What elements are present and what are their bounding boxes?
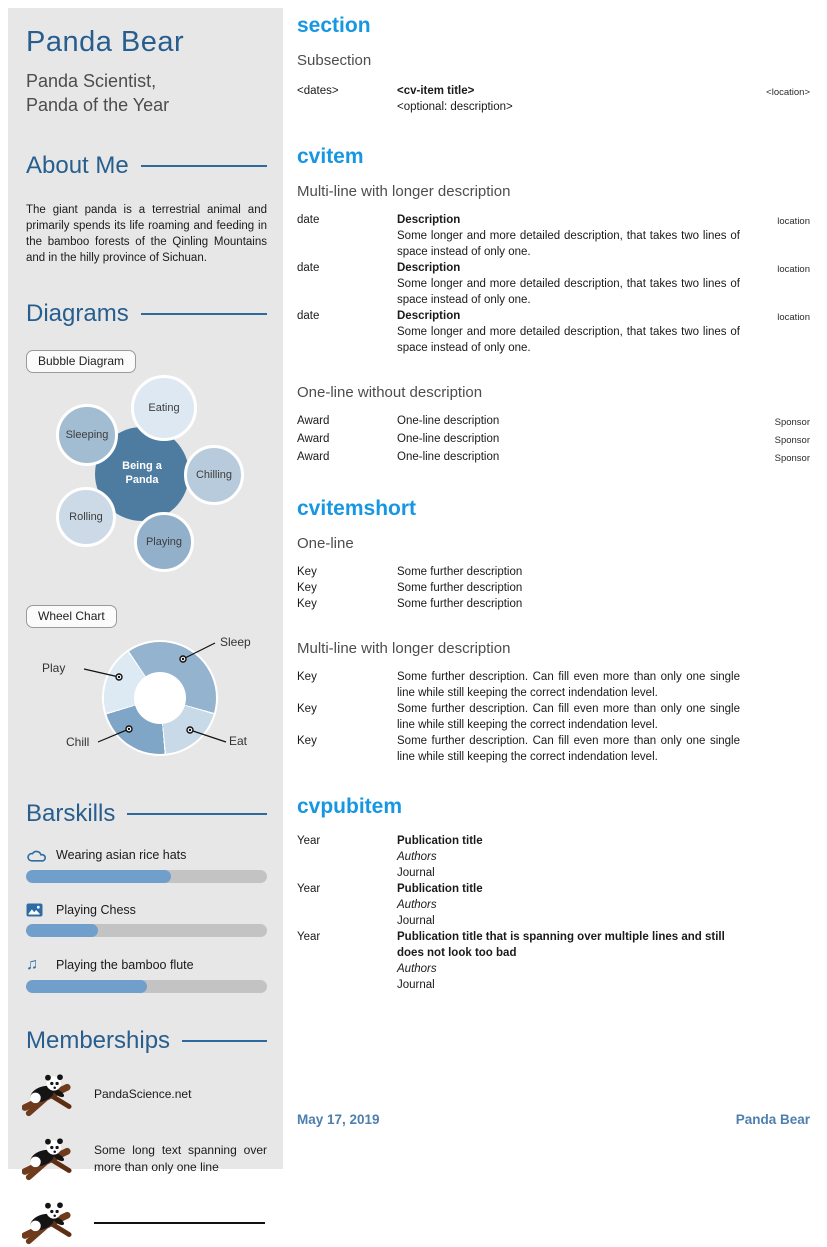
section-heading: section [297, 14, 371, 37]
heading-rule [127, 813, 267, 815]
key-description: Some further description. Can fill even more than only one single line while still keeping the correct indendation level. [397, 671, 740, 699]
wheel-label-chill: Chill [66, 734, 90, 749]
skill-bar-fill [26, 980, 147, 993]
key-row [297, 580, 810, 596]
cloud-icon [26, 848, 50, 863]
heading-rule [141, 313, 267, 315]
membership-text: Some long text spanning over more than only one line [94, 1142, 267, 1174]
image-icon [26, 903, 50, 917]
publication-row [297, 833, 810, 881]
key-row [297, 564, 810, 580]
footer-name: Panda Bear [735, 1112, 810, 1127]
key-label: Key [297, 735, 317, 747]
membership-item [22, 1135, 267, 1183]
page-title: Panda Bear [26, 26, 185, 58]
publication-row [297, 881, 810, 929]
cv-item-title: Description [397, 262, 461, 274]
cv-item-description: Some longer and more detailed description, that takes two lines of space instead of only one. [397, 278, 740, 306]
membership-text[interactable]: PandaScience.net [94, 1087, 192, 1102]
subsection-heading: Subsection [297, 52, 372, 69]
barskills-heading: Barskills [26, 800, 271, 828]
award-key: Award [297, 415, 330, 427]
bubble-diagram [20, 375, 271, 583]
main-content [297, 14, 810, 993]
skill-row [26, 957, 267, 993]
membership-placeholder-rule [94, 1222, 265, 1224]
publication-title: Publication title [397, 883, 483, 895]
bubble-diagram-badge: Bubble Diagram [26, 350, 136, 373]
key-description: Some further description [397, 582, 523, 594]
key-description: Some further description. Can fill even more than only one single line while still keeping the correct indendation level. [397, 703, 740, 731]
wheel-label-sleep: Sleep [220, 634, 251, 649]
sidebar [8, 8, 283, 1174]
cv-item-row [297, 212, 810, 260]
skill-label: Playing the bamboo flute [56, 957, 194, 972]
cv-item-dates: date [297, 262, 320, 274]
cv-item-title: <cv-item title> [397, 85, 475, 97]
cv-item-title: Description [397, 214, 461, 226]
skill-label: Playing Chess [56, 902, 136, 917]
publication-authors: Authors [397, 899, 437, 911]
music-icon: ♫ [26, 955, 38, 973]
key-row [297, 669, 810, 701]
cv-item-dates: date [297, 310, 320, 322]
heading-rule [141, 165, 267, 167]
key-row [297, 733, 810, 765]
panda-branch-icon [22, 1072, 72, 1118]
cv-item-location: location [777, 216, 810, 227]
publication-year: Year [297, 931, 321, 943]
about-text: The giant panda is a terrestrial animal and primarily spends its life roaming and feeding in the bamboo forests of the Qinling Mountains and in the hilly province of Sichuan. [26, 203, 267, 264]
wheel-chart [20, 634, 271, 766]
key-description: Some further description [397, 566, 523, 578]
section-heading: cvitem [297, 145, 364, 168]
subsection-heading: One-line without description [297, 384, 483, 401]
subsection-heading: Multi-line with longer description [297, 640, 511, 657]
publication-authors: Authors [397, 963, 437, 975]
key-label: Key [297, 582, 317, 594]
key-label: Key [297, 703, 317, 715]
tagline-line-2: Panda of the Year [26, 95, 170, 116]
tagline [26, 69, 271, 118]
publication-row [297, 929, 810, 993]
diagrams-heading: Diagrams [26, 300, 271, 328]
publication-authors: Authors [397, 851, 437, 863]
wheel-chart-badge: Wheel Chart [26, 605, 117, 628]
publication-title: Publication title that is spanning over multiple lines and still does not look too bad [397, 931, 725, 959]
skill-row [26, 903, 267, 937]
bubble-center: Being a Panda [95, 427, 189, 521]
wheel-label-play: Play [42, 660, 66, 675]
skill-bar-track [26, 870, 267, 883]
subsection-heading: Multi-line with longer description [297, 183, 511, 200]
bubble-chilling: Chilling [184, 445, 244, 505]
award-description: One-line description [397, 433, 500, 445]
section-heading: cvitemshort [297, 497, 417, 520]
skill-bar-fill [26, 870, 171, 883]
cv-item-location: <location> [766, 87, 810, 98]
membership-item [22, 1199, 267, 1247]
key-row [297, 596, 810, 612]
bubble-playing: Playing [134, 512, 194, 572]
publication-journal: Journal [397, 867, 435, 879]
panda-branch-icon [22, 1136, 72, 1182]
cv-item-row [297, 83, 810, 115]
award-row [297, 413, 810, 431]
skill-bar-track [26, 924, 267, 937]
cv-item-dates: <dates> [297, 85, 339, 97]
award-key: Award [297, 433, 330, 445]
award-sponsor: Sponsor [774, 435, 810, 446]
award-description: One-line description [397, 415, 500, 427]
key-description: Some further description. Can fill even more than only one single line while still keeping the correct indendation level. [397, 735, 740, 763]
cv-item-description: <optional: description> [397, 101, 513, 113]
publication-year: Year [297, 835, 321, 847]
cv-item-description: Some longer and more detailed description, that takes two lines of space instead of only one. [397, 230, 740, 258]
section-heading: cvpubitem [297, 795, 403, 818]
award-row [297, 431, 810, 449]
memberships-heading: Memberships [26, 1027, 271, 1055]
skill-row [26, 848, 267, 883]
award-description: One-line description [397, 451, 500, 463]
key-label: Key [297, 566, 317, 578]
tagline-line-1: Panda Scientist, [26, 71, 157, 91]
publication-title: Publication title [397, 835, 483, 847]
award-row [297, 449, 810, 467]
membership-item [22, 1071, 267, 1119]
cv-item-location: location [777, 312, 810, 323]
award-sponsor: Sponsor [774, 417, 810, 428]
key-description: Some further description [397, 598, 523, 610]
skill-label: Wearing asian rice hats [56, 848, 187, 863]
cv-item-row [297, 260, 810, 308]
publication-year: Year [297, 883, 321, 895]
key-label: Key [297, 598, 317, 610]
key-row [297, 701, 810, 733]
bubble-rolling: Rolling [56, 487, 116, 547]
subsection-heading: One-line [297, 535, 354, 552]
panda-branch-icon [22, 1200, 72, 1246]
heading-rule [182, 1040, 267, 1042]
skill-bar-fill [26, 924, 98, 937]
publication-journal: Journal [397, 979, 435, 991]
wheel-label-eat: Eat [229, 733, 248, 748]
footer [297, 1112, 810, 1127]
about-heading: About Me [26, 152, 271, 180]
footer-date: May 17, 2019 [297, 1112, 380, 1127]
publication-journal: Journal [397, 915, 435, 927]
bubble-eating: Eating [131, 375, 197, 441]
cv-item-location: location [777, 264, 810, 275]
cv-item-dates: date [297, 214, 320, 226]
cv-item-description: Some longer and more detailed description, that takes two lines of space instead of only one. [397, 326, 740, 354]
cv-item-row [297, 308, 810, 356]
key-label: Key [297, 671, 317, 683]
cv-item-title: Description [397, 310, 461, 322]
skill-bar-track [26, 980, 267, 993]
award-key: Award [297, 451, 330, 463]
award-sponsor: Sponsor [774, 453, 810, 464]
bubble-sleeping: Sleeping [56, 404, 118, 466]
